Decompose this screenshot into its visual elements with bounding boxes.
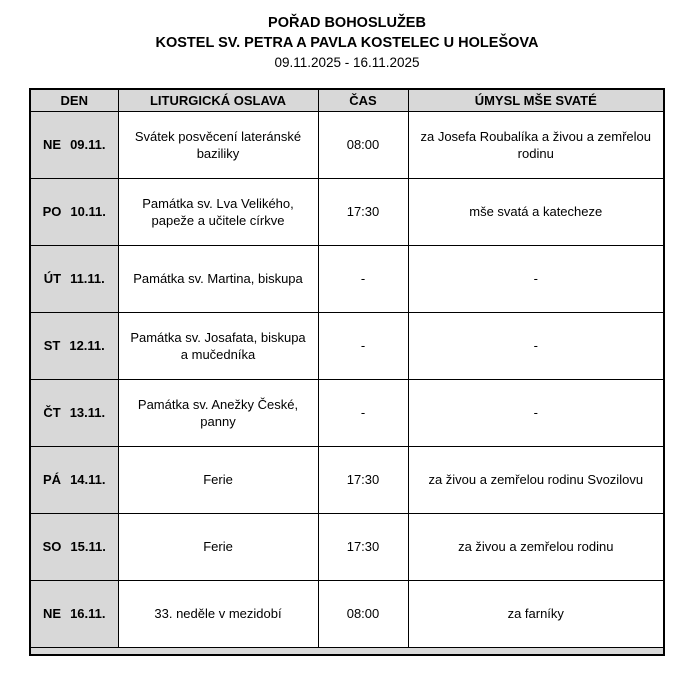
day-inner (35, 137, 114, 152)
day-inner (35, 539, 114, 554)
column-header-intention: ÚMYSL MŠE SVATÉ (408, 89, 664, 111)
day-abbr: ÚT (43, 271, 62, 286)
table-row (30, 245, 664, 312)
day-cell (30, 379, 118, 446)
column-header-time: ČAS (318, 89, 408, 111)
day-abbr: PO (42, 204, 62, 219)
day-abbr: NE (43, 606, 62, 621)
day-abbr: ČT (43, 405, 61, 420)
time-cell: - (318, 379, 408, 446)
table-row (30, 178, 664, 245)
table-row (30, 379, 664, 446)
intention-cell: za živou a zemřelou rodinu (408, 513, 664, 580)
day-abbr: NE (43, 137, 62, 152)
table-header-row (30, 89, 664, 111)
page-title: POŘAD BOHOSLUŽEB (268, 15, 426, 31)
column-header-celebration: LITURGICKÁ OSLAVA (118, 89, 318, 111)
day-cell (30, 580, 118, 647)
column-header-day: DEN (30, 89, 118, 111)
day-date: 13.11. (69, 405, 106, 420)
celebration-cell: Svátek posvěcení lateránské baziliky (118, 111, 318, 178)
time-cell: - (318, 245, 408, 312)
day-cell (30, 245, 118, 312)
day-cell (30, 513, 118, 580)
intention-cell: za farníky (408, 580, 664, 647)
intention-cell: - (408, 312, 664, 379)
intention-cell: za živou a zemřelou rodinu Svozilovu (408, 446, 664, 513)
table-row (30, 111, 664, 178)
table-row (30, 446, 664, 513)
day-inner (35, 204, 114, 219)
page-subtitle: KOSTEL SV. PETRA A PAVLA KOSTELEC U HOLEŠOVA (155, 35, 539, 51)
day-cell (30, 312, 118, 379)
intention-cell: mše svatá a katecheze (408, 178, 664, 245)
time-cell: 17:30 (318, 513, 408, 580)
celebration-cell: Památka sv. Anežky České, panny (118, 379, 318, 446)
celebration-cell: Památka sv. Josafata, biskupa a mučedníka (118, 312, 318, 379)
table-footer-strip-row (30, 647, 664, 655)
day-date: 10.11. (70, 204, 106, 219)
schedule-table (29, 88, 665, 656)
table-row (30, 580, 664, 647)
document-header (0, 13, 694, 73)
time-cell: 17:30 (318, 178, 408, 245)
day-date: 15.11. (70, 539, 106, 554)
day-inner (35, 606, 114, 621)
day-date: 09.11. (70, 137, 106, 152)
day-date: 11.11. (70, 271, 105, 286)
day-abbr: ST (43, 338, 61, 353)
day-inner (35, 472, 114, 487)
celebration-cell: Ferie (118, 446, 318, 513)
day-cell (30, 446, 118, 513)
day-cell (30, 178, 118, 245)
day-inner (35, 338, 114, 353)
day-abbr: SO (42, 539, 62, 554)
celebration-cell: 33. neděle v mezidobí (118, 580, 318, 647)
intention-cell: za Josefa Roubalíka a živou a zemřelou rodinu (408, 111, 664, 178)
celebration-cell: Památka sv. Martina, biskupa (118, 245, 318, 312)
intention-cell: - (408, 379, 664, 446)
day-cell (30, 111, 118, 178)
day-date: 14.11. (70, 472, 106, 487)
table-row (30, 513, 664, 580)
day-date: 16.11. (70, 606, 106, 621)
time-cell: 17:30 (318, 446, 408, 513)
celebration-cell: Ferie (118, 513, 318, 580)
day-inner (35, 271, 114, 286)
table-row (30, 312, 664, 379)
date-range: 09.11.2025 - 16.11.2025 (274, 55, 420, 70)
day-abbr: PÁ (43, 472, 62, 487)
footer-strip (30, 647, 664, 655)
intention-cell: - (408, 245, 664, 312)
time-cell: - (318, 312, 408, 379)
celebration-cell: Památka sv. Lva Velikého, papeže a učitele církve (118, 178, 318, 245)
day-inner (35, 405, 114, 420)
time-cell: 08:00 (318, 111, 408, 178)
day-date: 12.11. (69, 338, 105, 353)
time-cell: 08:00 (318, 580, 408, 647)
